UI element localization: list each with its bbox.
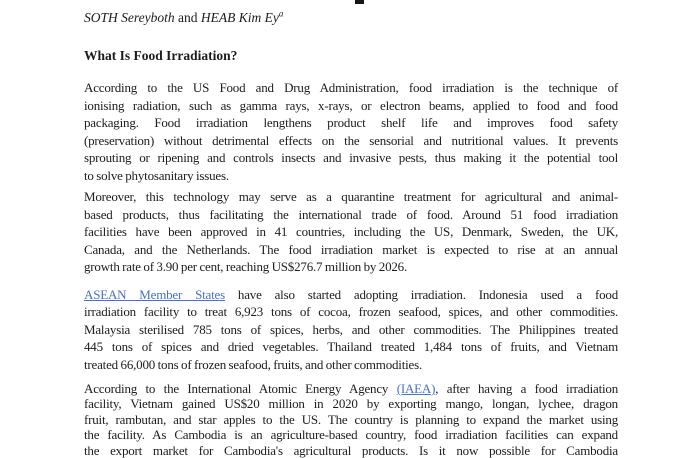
text-line xyxy=(84,303,618,321)
text-run: 445 tons of spices and dried vegetables. Thailand treated 1,484 tons of fruits, and Vietnam xyxy=(84,339,618,354)
text-line xyxy=(84,97,618,115)
text-line-clipped xyxy=(84,443,618,458)
text-run: facilities have been approved in 41 countries, including the US, Denmark, Sweden, the UK, xyxy=(84,224,618,239)
author-name: HEAB Kim Ey xyxy=(200,10,279,25)
text-line xyxy=(84,338,618,356)
text-run: sprouting or ripening and controls insects and invasive pests, thus making it the potential tool xyxy=(84,150,618,165)
text-run: packaging. Food irradiation lengthens product shelf life and improves food safety xyxy=(84,115,618,130)
text-run: irradiation facility to treat 6,923 tons of cocoa, frozen seafood, spices, and other commodities. xyxy=(84,304,618,319)
text-run: Malaysia sterilised 785 tons of spices, herbs, and other commodities. The Philippines treated xyxy=(84,321,618,337)
iaea-link[interactable]: (IAEA) xyxy=(396,381,436,396)
text-run: based products, thus facilitating the international trade of food. Around 51 food irradiation xyxy=(84,206,618,222)
paragraph xyxy=(84,286,618,374)
paragraph xyxy=(84,79,618,184)
paragraph xyxy=(84,188,618,276)
text-line xyxy=(84,188,618,206)
text-run: the export market for Cambodia's agricultural products. Is it now possible for Cambodia xyxy=(84,442,618,458)
text-run: ionising radiation, such as gamma rays, x-rays, or electron beams, applied to food and food xyxy=(84,97,618,113)
text-line xyxy=(84,427,618,442)
text-line xyxy=(84,79,618,97)
text-line xyxy=(84,356,618,374)
document-body xyxy=(84,79,618,458)
text-line xyxy=(84,381,618,396)
byline xyxy=(84,9,618,27)
text-run: Moreover, this technology may serve as a quarantine treatment for agricultural and animal- xyxy=(84,189,618,204)
text-run: According to the US Food and Drug Administration, food irradiation is the technique of xyxy=(84,80,618,95)
text-run: fruit, rambutan, and star apples to the US. The country is planning to expand the market using xyxy=(84,411,618,427)
text-line xyxy=(84,114,618,132)
text-run: According to the International Atomic Energy Agency xyxy=(84,381,397,396)
text-line xyxy=(84,132,618,150)
text-line xyxy=(84,412,618,427)
text-run: Canada, and the Netherlands. The food irradiation market is expected to rise at an annual xyxy=(84,241,618,257)
text-run: the facility. As Cambodia is an agriculture-based country, food irradiation facilities can expand xyxy=(84,427,618,443)
author-affiliation-superscript: a xyxy=(278,8,284,19)
text-line xyxy=(84,396,618,411)
section-heading: What Is Food Irradiation? xyxy=(84,48,238,63)
text-run: have also started adopting irradiation. Indonesia used a food xyxy=(224,286,618,302)
author-name: SOTH Sereyboth xyxy=(84,10,175,25)
text-line xyxy=(84,241,618,259)
text-line xyxy=(84,167,618,185)
text-line xyxy=(84,321,618,339)
author-name: and xyxy=(174,10,201,25)
text-run: , after having a food irradiation xyxy=(435,381,619,396)
paragraph xyxy=(84,381,618,458)
text-line xyxy=(84,258,618,276)
text-line xyxy=(84,149,618,167)
text-line xyxy=(84,206,618,224)
text-run: treated 66,000 tons of frozen seafood, fruits, and other commodities. xyxy=(84,356,423,372)
text-run: (preservation) without detrimental effects on the sensorial and nutritional values. It prevents xyxy=(84,132,618,148)
text-line xyxy=(84,286,618,304)
text-line xyxy=(84,223,618,241)
text-run: growth rate of 3.90 per cent, reaching US$276.7 million by 2026. xyxy=(84,259,408,274)
text-run: facility, Vietnam gained US$20 million in 2020 by exporting mango, longan, lychee, dragon xyxy=(84,396,618,412)
asean-member-states-link[interactable]: ASEAN Member States xyxy=(84,286,225,302)
document-content xyxy=(84,0,618,458)
text-run: to solve phytosanitary issues. xyxy=(84,167,229,183)
